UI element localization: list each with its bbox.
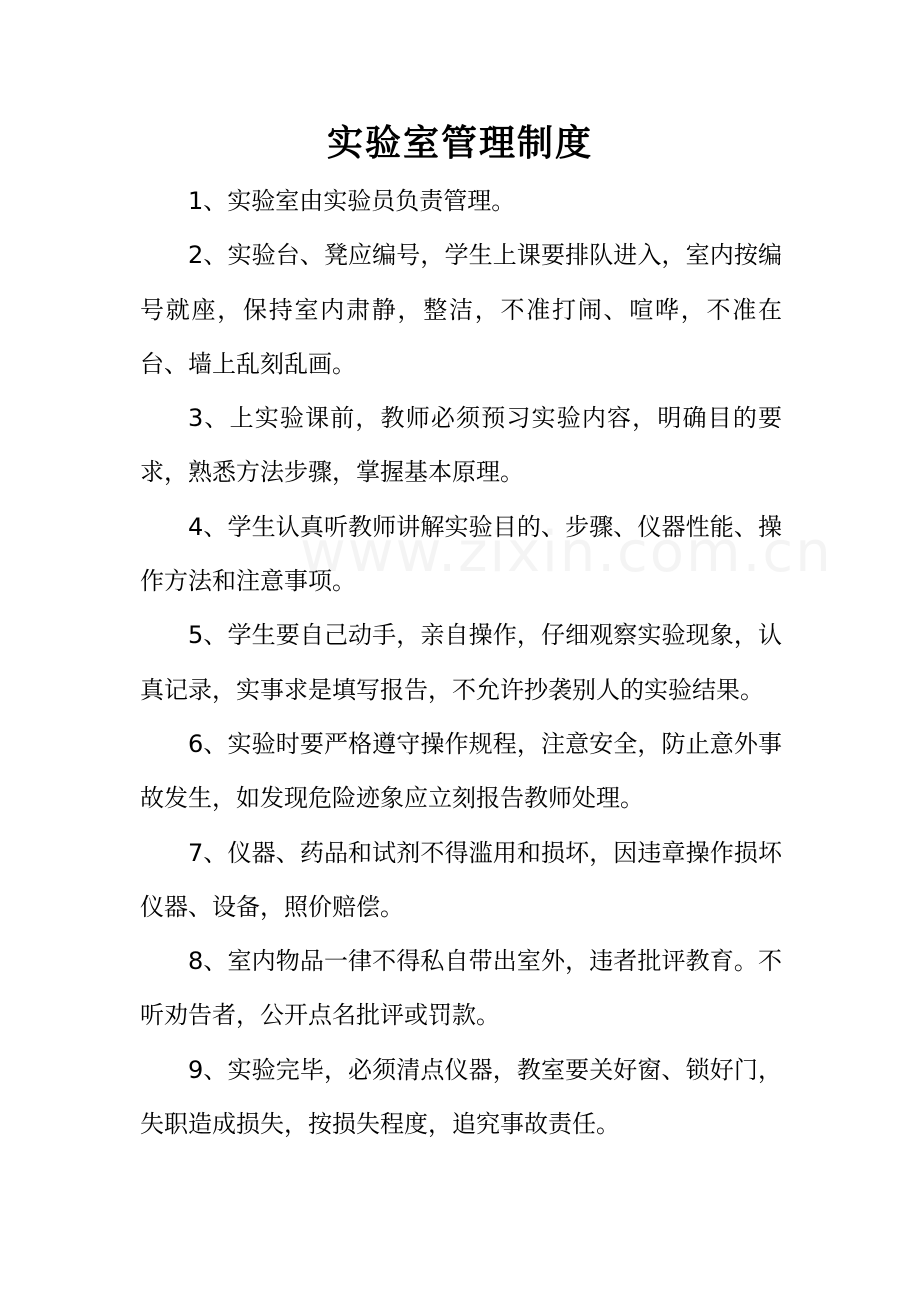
rule-paragraph-7: 7、仪器、药品和试剂不得滥用和损坏，因违章操作损坏仪器、设备，照价赔偿。 bbox=[140, 838, 782, 921]
rule-paragraph-3: 3、上实验课前，教师必须预习实验内容，明确目的要求，熟悉方法步骤，掌握基本原理。 bbox=[140, 404, 782, 487]
rule-paragraph-5: 5、学生要自己动手，亲自操作，仔细观察实验现象，认真记录，实事求是填写报告，不允许抄袭别人的实验结果。 bbox=[140, 621, 782, 704]
rule-paragraph-2: 2、实验台、凳应编号，学生上课要排队进入，室内按编号就座，保持室内肃静，整洁，不准打闹、喧哗，不准在台、墙上乱刻乱画。 bbox=[140, 241, 782, 378]
document-body bbox=[140, 174, 782, 1151]
rule-paragraph-1: 1、实验室由实验员负责管理。 bbox=[188, 187, 516, 215]
rule-paragraph-8: 8、室内物品一律不得私自带出室外，违者批评教育。不听劝告者，公开点名批评或罚款。 bbox=[140, 947, 782, 1030]
document-title: 实验室管理制度 bbox=[326, 122, 593, 164]
rule-paragraph-9: 9、实验完毕，必须清点仪器，教室要关好窗、锁好门，失职造成损失，按损失程度，追究事故责任。 bbox=[140, 1055, 782, 1139]
rule-paragraph-4: 4、学生认真听教师讲解实验目的、步骤、仪器性能、操作方法和注意事项。 bbox=[140, 512, 782, 596]
rule-paragraph-6: 6、实验时要严格遵守操作规程，注意安全，防止意外事故发生，如发现危险迹象应立刻报告教师处理。 bbox=[140, 729, 782, 813]
